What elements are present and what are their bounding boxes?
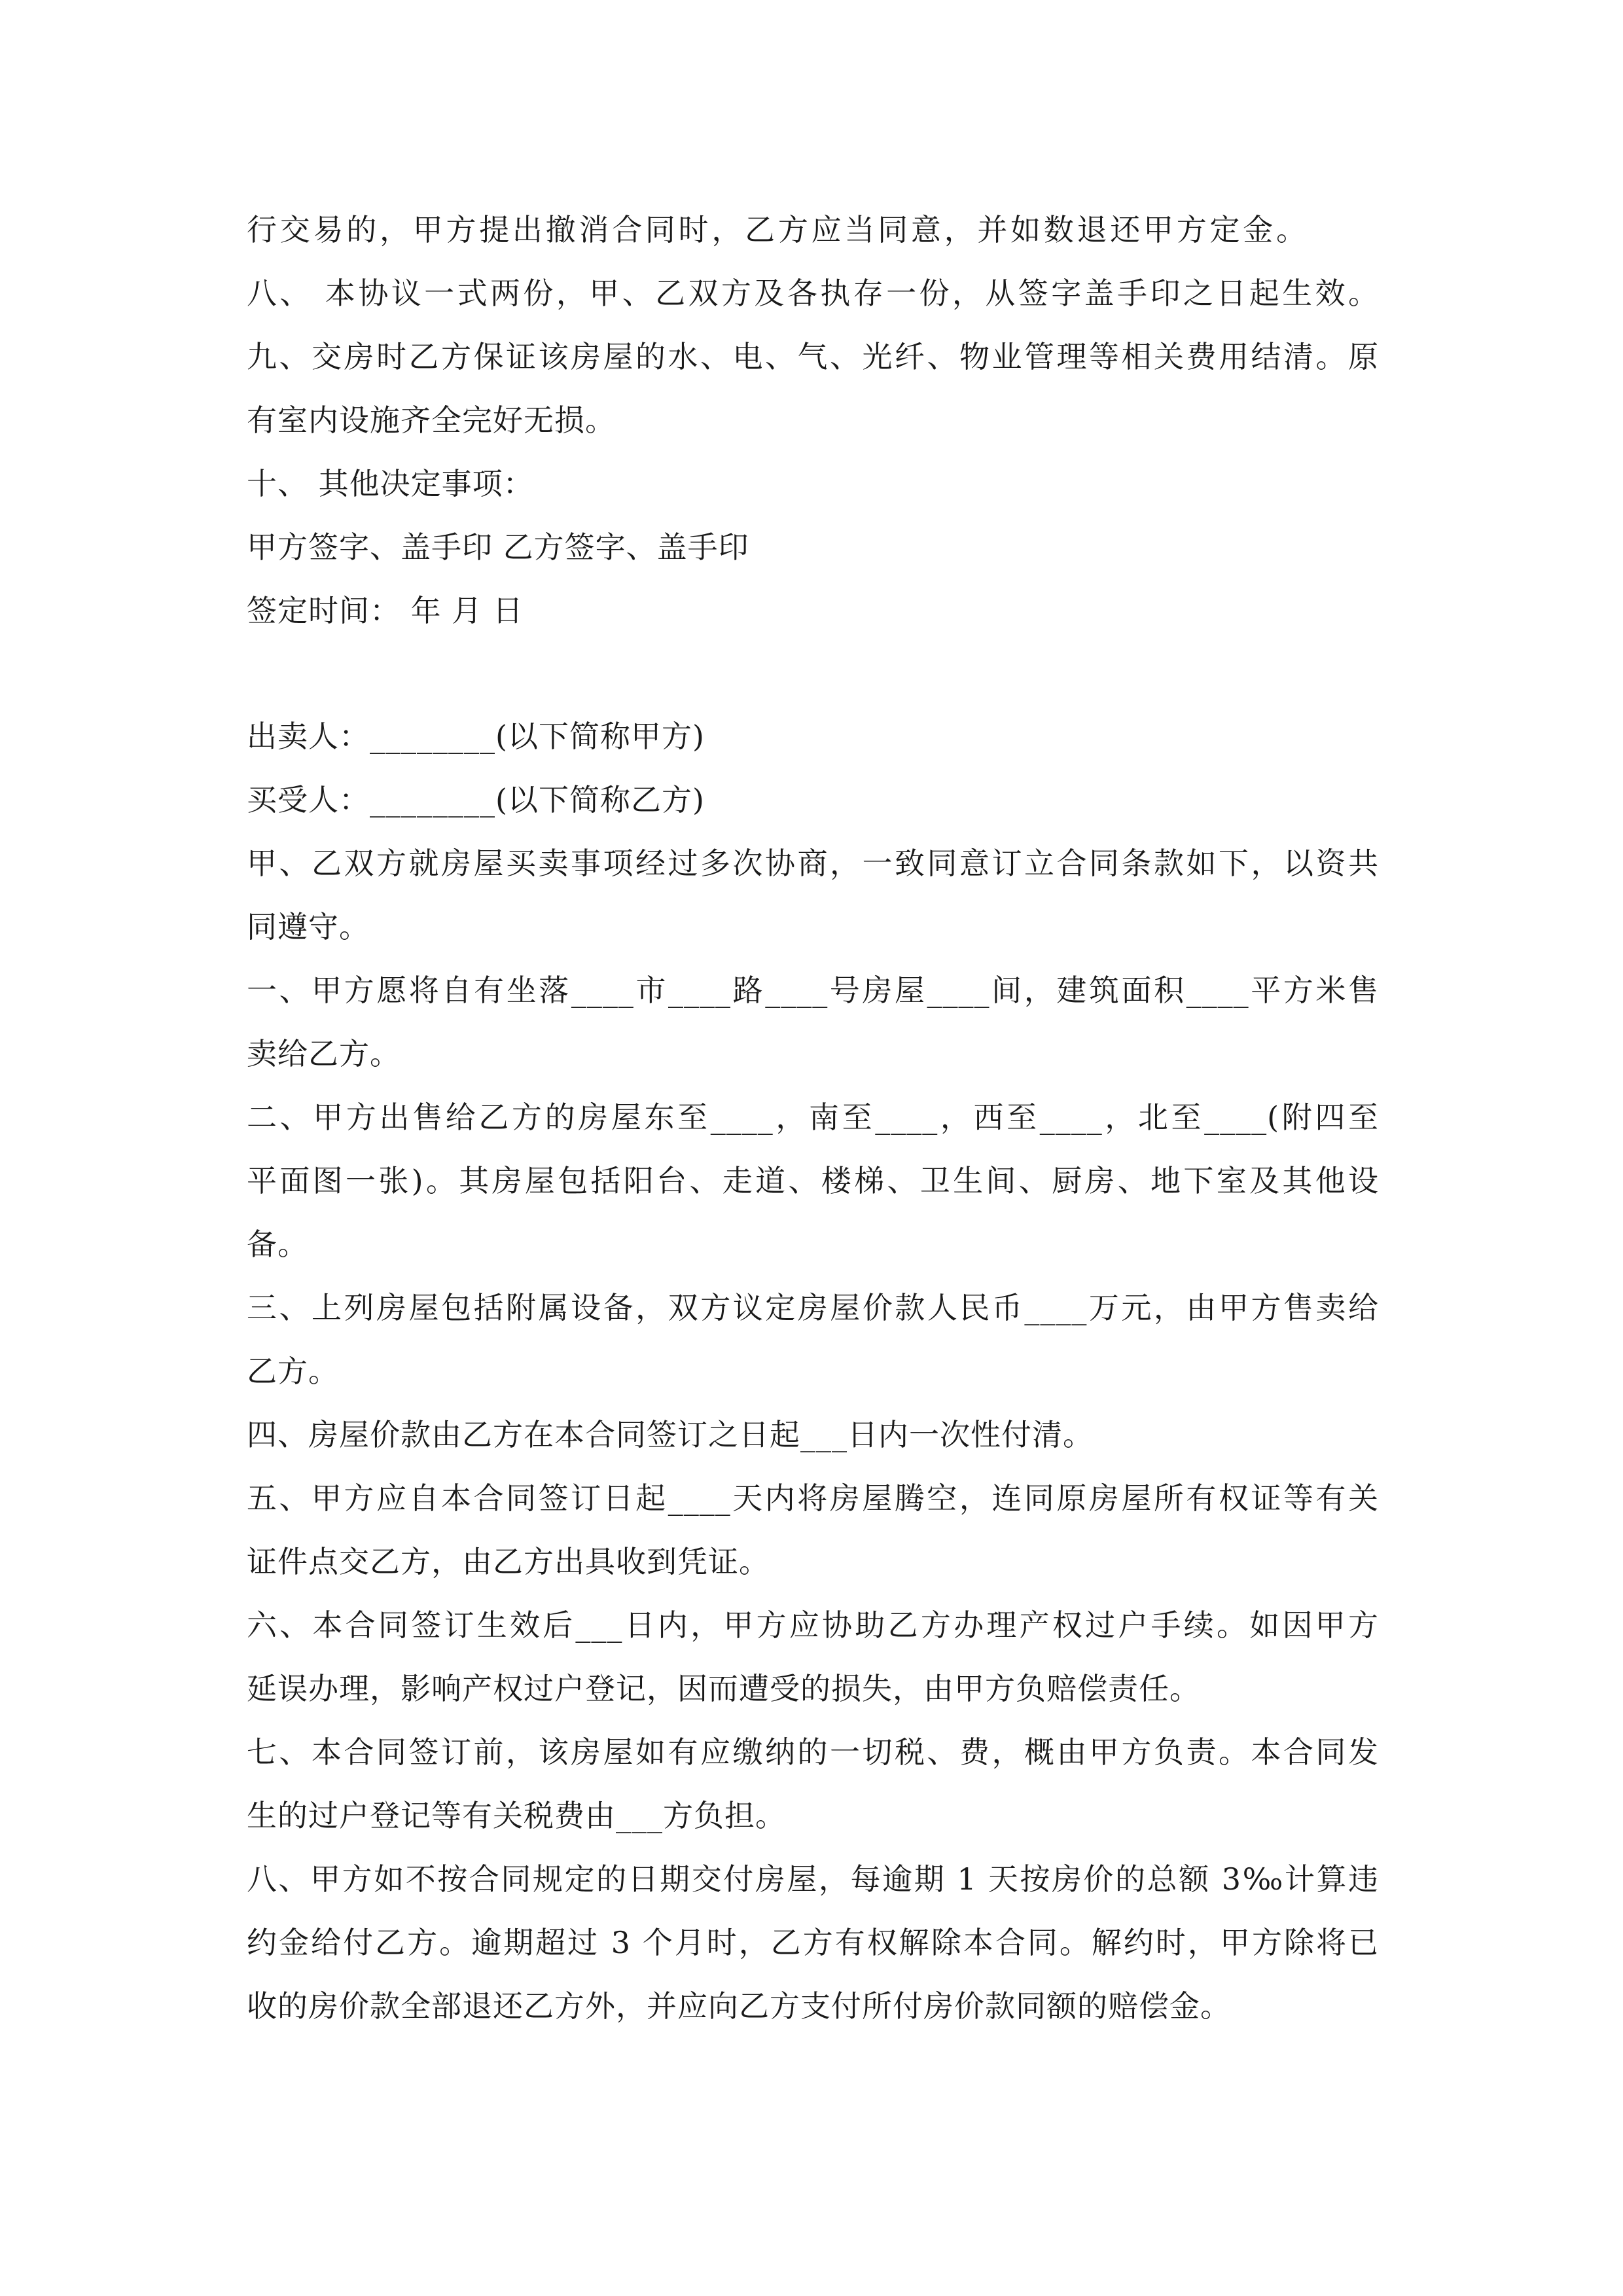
text-line-28: 收的房价款全部退还乙方外，并应向乙方支付所付房价款同额的赔偿金。 xyxy=(247,1988,1231,2024)
text-line-23: 延误办理，影响产权过户登记，因而遭受的损失，由甲方负赔偿责任。 xyxy=(247,1671,1200,1706)
text-line-9: 买受人：________(以下简称乙方) xyxy=(247,782,705,817)
text-line-12: 一、甲方愿将自有坐落____市____路____号房屋____间，建筑面积____平方米售 xyxy=(247,973,1379,1008)
text-line-21: 证件点交乙方，由乙方出具收到凭证。 xyxy=(247,1544,770,1579)
text-line-4: 有室内设施齐全完好无损。 xyxy=(247,403,616,438)
text-line-13: 卖给乙方。 xyxy=(247,1036,401,1071)
text-line-14: 二、甲方出售给乙方的房屋东至____，南至____，西至____，北至____(附四至 xyxy=(247,1100,1379,1135)
text-line-8: 出卖人：________(以下简称甲方) xyxy=(247,719,705,754)
text-line-11: 同遵守。 xyxy=(247,909,370,944)
text-line-20: 五、甲方应自本合同签订日起____天内将房屋腾空，连同原房屋所有权证等有关 xyxy=(247,1480,1379,1516)
text-line-10: 甲、乙双方就房屋买卖事项经过多次协商，一致同意订立合同条款如下，以资共 xyxy=(247,846,1379,881)
text-line-5: 十、 其他决定事项： xyxy=(247,466,534,501)
text-line-27: 约金给付乙方。逾期超过 3 个月时，乙方有权解除本合同。解约时，甲方除将已 xyxy=(247,1925,1379,1960)
text-line-18: 乙方。 xyxy=(247,1354,339,1389)
text-line-6: 甲方签字、盖手印 乙方签字、盖手印 xyxy=(247,529,749,565)
text-line-22: 六、本合同签订生效后___日内，甲方应协助乙方办理产权过户手续。如因甲方 xyxy=(247,1607,1379,1643)
text-line-2: 八、 本协议一式两份，甲、乙双方及各执存一份，从签字盖手印之日起生效。 xyxy=(247,276,1379,311)
text-line-15: 平面图一张)。其房屋包括阳台、走道、楼梯、卫生间、厨房、地下室及其他设 xyxy=(247,1163,1379,1198)
text-line-17: 三、上列房屋包括附属设备，双方议定房屋价款人民币____万元，由甲方售卖给 xyxy=(247,1290,1379,1325)
text-line-1: 行交易的，甲方提出撤消合同时，乙方应当同意，并如数退还甲方定金。 xyxy=(247,212,1307,247)
text-line-19: 四、房屋价款由乙方在本合同签订之日起___日内一次性付清。 xyxy=(247,1417,1094,1452)
text-line-3: 九、交房时乙方保证该房屋的水、电、气、光纤、物业管理等相关费用结清。原 xyxy=(247,339,1379,374)
text-line-25: 生的过户登记等有关税费由___方负担。 xyxy=(247,1798,786,1833)
text-line-26: 八、甲方如不按合同规定的日期交付房屋，每逾期 1 天按房价的总额 3‰计算违 xyxy=(247,1861,1379,1897)
text-line-24: 七、本合同签订前，该房屋如有应缴纳的一切税、费，概由甲方负责。本合同发 xyxy=(247,1734,1379,1770)
text-line-7: 签定时间： 年 月 日 xyxy=(247,593,524,628)
text-line-16: 备。 xyxy=(247,1227,308,1262)
